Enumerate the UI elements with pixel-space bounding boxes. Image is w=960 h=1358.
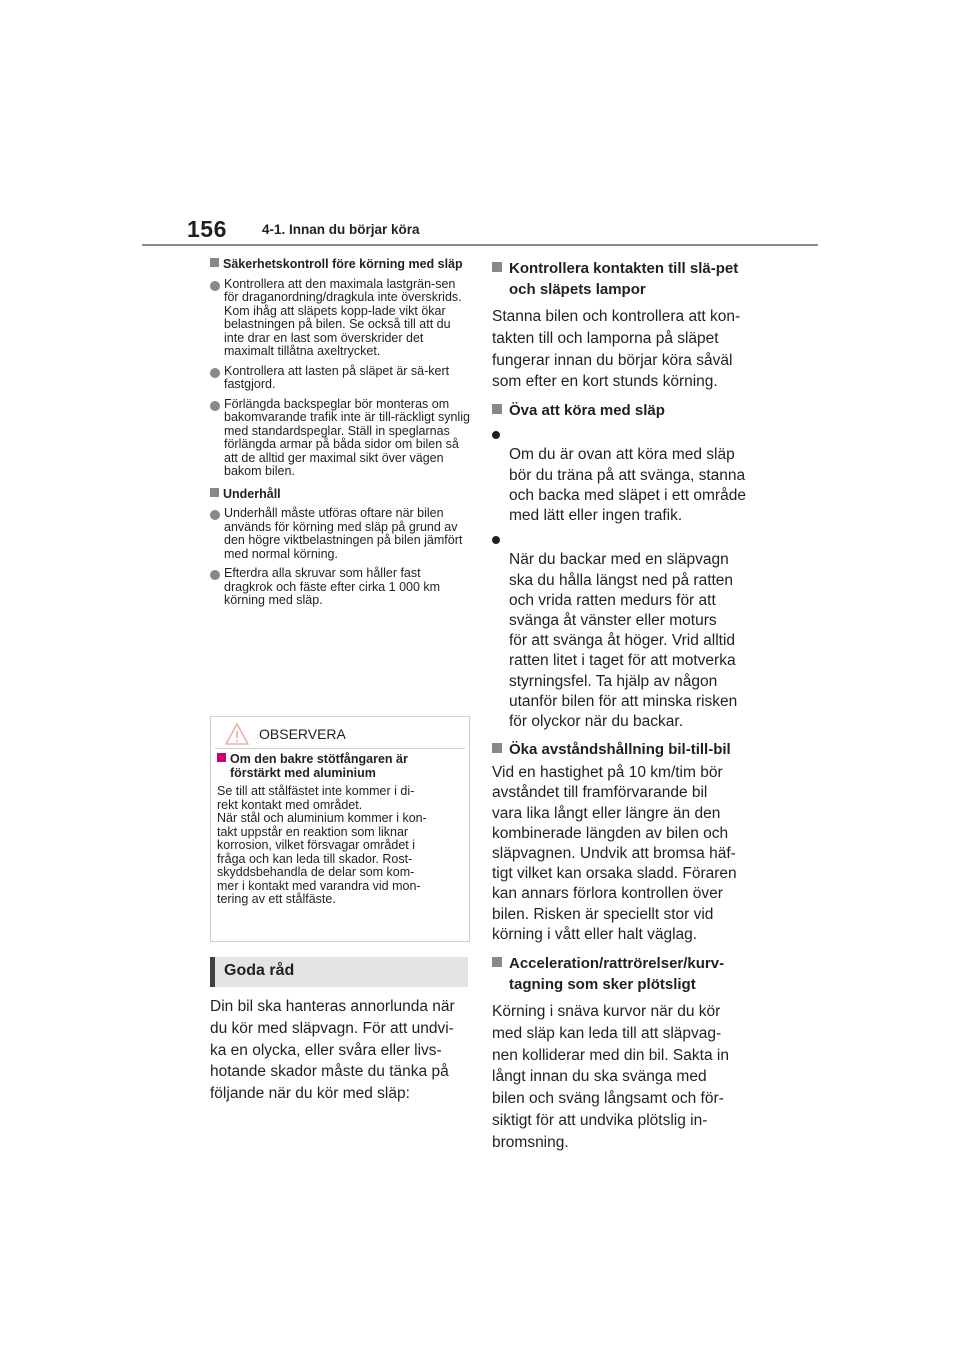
heading-text: Kontrollera kontakten till slä-pet och släpets lampor	[509, 260, 739, 298]
heading-text: Om den bakre stötfångaren är förstärkt med aluminium	[230, 752, 408, 780]
heading-text: Öva att köra med släp	[509, 402, 665, 420]
left-column	[210, 258, 470, 608]
section-heading	[492, 739, 750, 760]
list-item	[210, 507, 470, 561]
section-heading	[492, 258, 750, 300]
round-bullet-icon	[210, 281, 220, 291]
caution-heading	[217, 753, 461, 780]
square-bullet-icon	[492, 957, 502, 967]
item-text: Förlängda backspeglar bör monteras om bakomvarande trafik inte är till-räckligt synlig med standardspeglar. Ställ in speglarnas förlängda armar på båda sidor om bilen så att de alltid ger maximal sikt över vägen bakom bilen.	[224, 396, 470, 478]
caution-box	[210, 716, 470, 942]
round-bullet-icon	[492, 431, 500, 439]
square-bullet-icon	[492, 743, 502, 753]
tips-banner	[210, 957, 468, 987]
section-heading	[210, 258, 470, 272]
paragraph: Vid en hastighet på 10 km/tim bör avståndet till framförvarande bil vara lika långt eller längre än den kombinerade längden av bilen och släpvagnen. Undvik att bromsa häf- tigt vilket kan orsaka sladd. Föraren kan annars förlora kontrollen över bilen. Risken är speciellt stor vid körning i vått eller halt väglag.	[492, 764, 737, 943]
list-item	[210, 365, 470, 392]
paragraph: Stanna bilen och kontrollera att kon- takten till och lamporna på släpet fungerar innan du börjar köra såväl som efter en kort stunds körning.	[492, 308, 741, 391]
list-item	[210, 398, 470, 479]
section-heading	[492, 953, 750, 995]
square-bullet-icon	[210, 488, 219, 497]
list-item	[492, 530, 750, 732]
paragraph: Körning i snäva kurvor när du kör med släp kan leda till att släpvag- nen kolliderar med din bil. Sakta in långt innan du ska svänga med bilen och sväng långsamt och för- siktigt för att undvika plötslig in- bromsning.	[492, 1003, 729, 1151]
square-bullet-icon	[492, 404, 502, 414]
item-text: När du backar med en släpvagn ska du hålla längst ned på ratten och vrida ratten medurs för att svänga åt vänster eller moturs för att svänga åt höger. Vrid alltid ratten litet i taget för att motverka styrningsfel. Ta hjälp av någon utanför bilen för att minska risken för olyckor när du backar.	[509, 551, 738, 731]
right-column	[492, 258, 750, 1154]
tips-banner-accent	[210, 957, 215, 987]
list-item	[210, 278, 470, 359]
item-text: Kontrollera att lasten på släpet är sä-kert fastgjord.	[224, 363, 450, 391]
round-bullet-icon	[210, 570, 220, 580]
caution-title: OBSERVERA	[259, 726, 346, 742]
section-heading	[210, 488, 470, 502]
heading-text: Acceleration/rattrörelser/kurv-tagning som sker plötsligt	[509, 955, 725, 994]
heading-text: Öka avståndshållning bil-till-bil	[509, 741, 731, 759]
item-text: Kontrollera att den maximala lastgrän-sen för draganordning/dragkula inte överskrids. Kom ihåg att släpets kopp-lade vikt ökar belastningen på bilen. Se också till att du inte drar en last som överskrider det maximalt tillåtna axeltrycket.	[224, 276, 462, 358]
round-bullet-icon	[210, 368, 220, 378]
caution-text: Se till att stålfästet inte kommer i di- rekt kontakt med området. När stål och aluminium kommer i kon- takt uppstår en reaktion som liknar korrosion, vilket försvagar området i fråga och kan leda till skador. Rost- skyddsbehandla de delar som kom- mer i kontakt med varandra vid mon- tering av ett stålfäste.	[217, 784, 427, 906]
header-divider	[142, 244, 818, 246]
section-heading	[492, 400, 750, 421]
round-bullet-icon	[492, 536, 500, 544]
item-text: Efterdra alla skruvar som håller fast dragkrok och fäste efter cirka 1 000 km körning med släp.	[224, 566, 441, 607]
list-item	[210, 567, 470, 608]
warning-triangle-icon	[225, 723, 249, 745]
page-header	[142, 212, 818, 246]
square-bullet-icon	[210, 258, 219, 267]
heading-text: Säkerhetskontroll före körning med släp	[223, 257, 463, 271]
item-text: Om du är ovan att köra med släp bör du träna på att svänga, stanna och backa med släpet i ett område med lätt eller ingen trafik.	[509, 446, 746, 524]
item-text: Underhåll måste utföras oftare när bilen används för körning med släp på grund av den högre viktbelastningen på bilen jämfört med normal körning.	[224, 506, 463, 561]
round-bullet-icon	[210, 401, 220, 411]
caution-body	[217, 753, 461, 907]
caution-divider	[215, 748, 465, 749]
list-item	[492, 425, 750, 526]
square-bullet-icon	[217, 753, 226, 762]
page-number: 156	[187, 216, 227, 242]
heading-text: Underhåll	[223, 486, 281, 501]
round-bullet-icon	[210, 510, 220, 520]
section-title: 4-1. Innan du börjar köra	[262, 222, 420, 237]
tips-title: Goda råd	[224, 962, 295, 979]
square-bullet-icon	[492, 262, 502, 272]
tips-text: Din bil ska hanteras annorlunda när du kör med släpvagn. För att undvi- ka en olycka, eller svåra eller livs- hotande skador måste du tänka på följande när du kör med släp:	[210, 998, 455, 1103]
